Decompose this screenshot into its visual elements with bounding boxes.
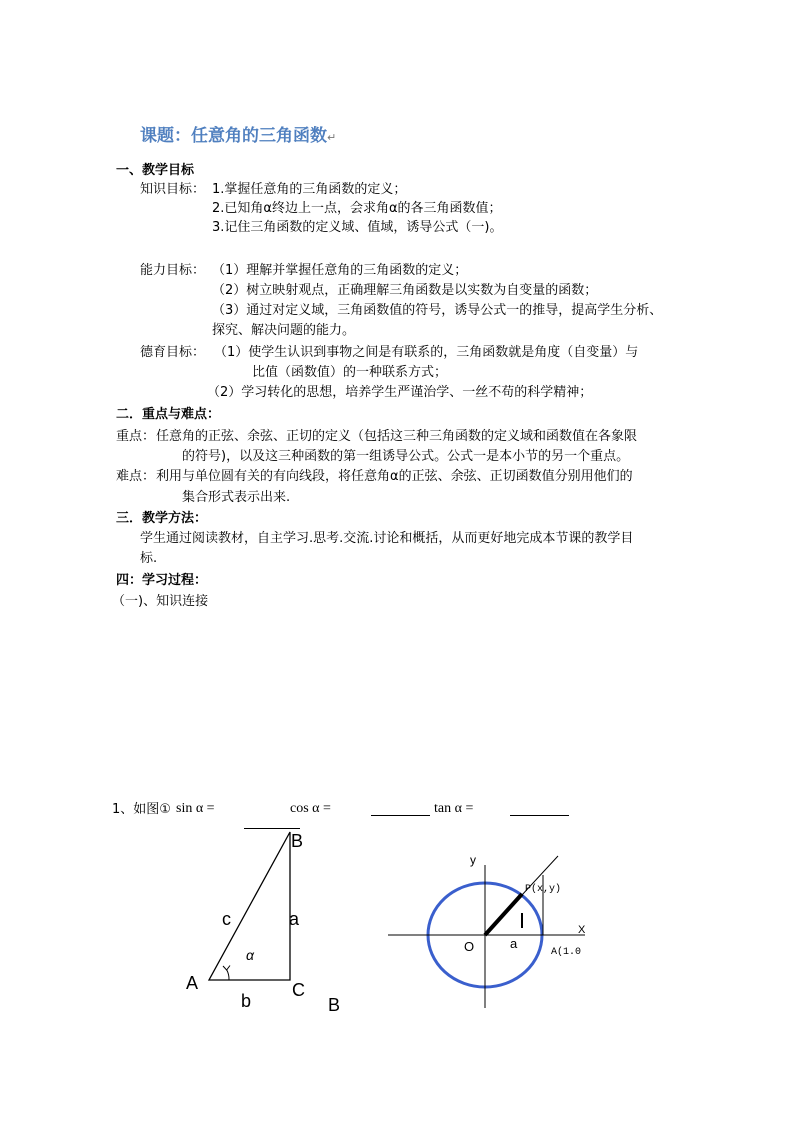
- ability-item-3-cont: 探究、解决问题的能力。: [212, 323, 356, 338]
- method-text-1: 学生通过阅读教材，自主学习.思考.交流.讨论和概括，从而更好地完成本节课的教学目: [140, 531, 634, 546]
- extra-b-label: B: [328, 995, 341, 1015]
- key-text-1: 任意角的正弦、余弦、正切的定义（包括这三种三角函数的定义域和函数值在各象限: [156, 429, 638, 444]
- sin-formula: sin α =: [176, 801, 215, 816]
- unit-circle-figure: [388, 853, 586, 1008]
- section-3-heading: 三．教学方法：: [116, 511, 208, 526]
- vertex-c-label: C: [292, 980, 305, 1000]
- origin-label: O: [464, 939, 475, 954]
- triangle-figure: [186, 831, 340, 1015]
- knowledge-item-1: 1.掌握任意角的三角函数的定义；: [212, 182, 407, 197]
- key-label: 重点：: [116, 429, 156, 444]
- point-p-label: P(x,y): [525, 884, 562, 895]
- figures: [0, 820, 794, 1120]
- key-text-2: 的符号)，以及这三种函数的第一组诱导公式。公式一是本小节的另一个重点。: [182, 449, 630, 464]
- knowledge-item-3: 3.记住三角函数的定义域、值域，诱导公式（一)。: [212, 220, 503, 235]
- segment-a-label: a: [510, 936, 518, 951]
- question-1-prefix: 1、如图①: [112, 802, 171, 817]
- section-4-sub: （一)、知识连接: [112, 594, 209, 609]
- side-b-label: b: [241, 991, 252, 1011]
- hard-label: 难点：: [116, 469, 156, 484]
- y-axis-label: y: [470, 853, 476, 867]
- alpha-label: α: [246, 947, 254, 963]
- hard-text-1: 利用与单位圆有关的有向线段，将任意角α的正弦、余弦、正切函数值分别用他们的: [156, 469, 633, 484]
- ability-item-3: （3）通过对定义域，三角函数值的符号，诱导公式一的推导，提高学生分析、: [212, 303, 663, 318]
- moral-item-1-cont: 比值（函数值）的一种联系方式；: [252, 365, 448, 380]
- point-a-label: A(1.0: [551, 947, 582, 958]
- return-mark: ↵: [327, 131, 337, 144]
- hard-text-2: 集合形式表示出来.: [182, 490, 291, 505]
- radius-segment: [485, 894, 522, 935]
- section-1-heading: 一、教学目标: [116, 163, 195, 178]
- knowledge-label: 知识目标：: [140, 182, 206, 197]
- ability-item-2: （2）树立映射观点，正确理解三角函数是以实数为自变量的函数；: [212, 283, 598, 298]
- vertex-a-label: A: [186, 973, 199, 993]
- angle-arrow: [223, 966, 230, 971]
- moral-item-1: （1）使学生认识到事物之间是有联系的，三角函数就是角度（自变量）与: [214, 345, 639, 360]
- knowledge-item-2: 2.已知角α终边上一点，会求角α的各三角函数值；: [212, 201, 502, 216]
- moral-item-2: （2）学习转化的思想，培养学生严谨治学、一丝不苟的科学精神；: [207, 385, 593, 400]
- method-text-2: 标.: [140, 551, 158, 566]
- tan-answer-blank[interactable]: [510, 801, 569, 816]
- vertex-b-label: B: [291, 831, 304, 851]
- section-2-heading: 二．重点与难点：: [116, 407, 221, 422]
- page-title: 课题：任意角的三角函数↵: [140, 126, 337, 146]
- cos-answer-blank[interactable]: [371, 801, 430, 816]
- ability-label: 能力目标：: [140, 263, 206, 278]
- side-c-label: c: [222, 909, 231, 929]
- angle-arc: [227, 970, 229, 980]
- side-a-label: a: [289, 909, 300, 929]
- x-axis-label: X: [578, 924, 586, 936]
- section-4-heading: 四：学习过程：: [116, 573, 208, 588]
- tan-formula: tan α =: [434, 801, 474, 816]
- ability-item-1: （1）理解并掌握任意角的三角函数的定义；: [212, 263, 468, 278]
- cos-formula: cos α =: [290, 801, 331, 816]
- moral-label: 德育目标：: [140, 345, 206, 360]
